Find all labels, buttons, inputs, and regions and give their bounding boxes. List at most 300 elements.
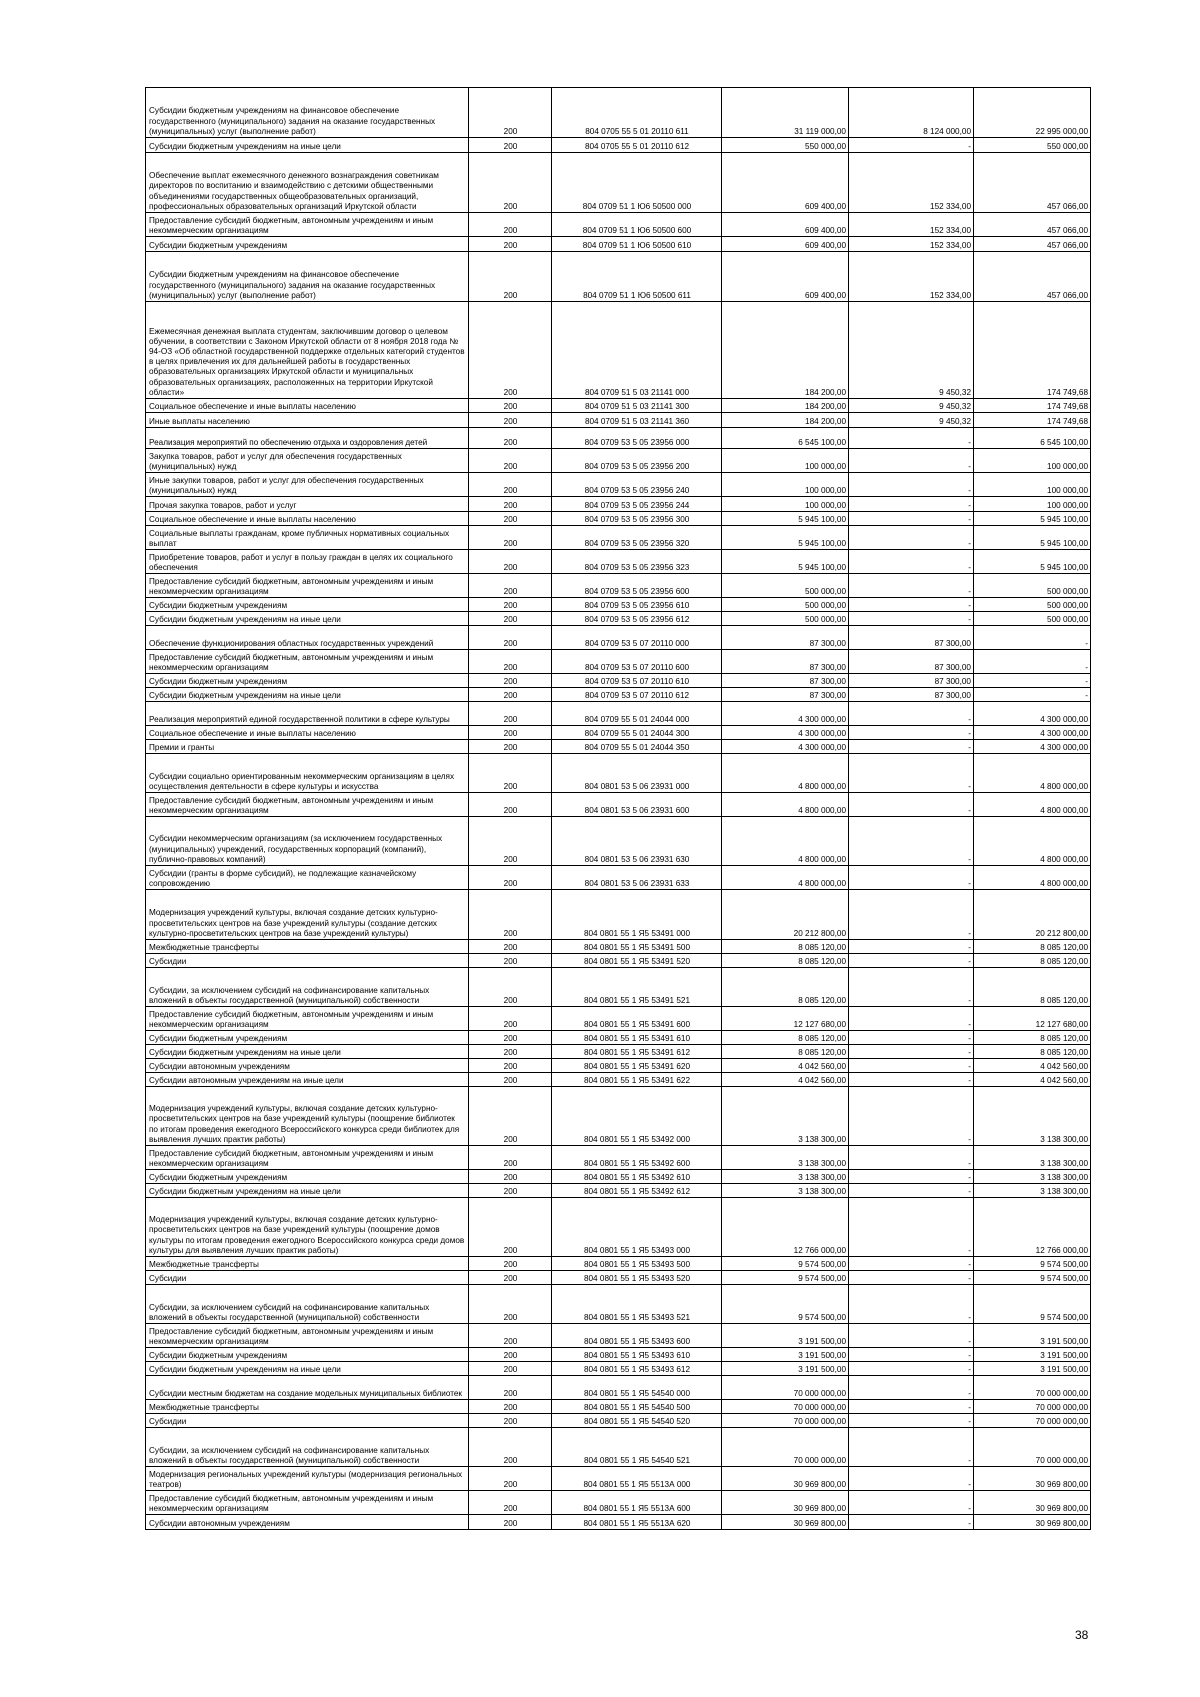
row-amount-change: - <box>849 754 974 793</box>
row-amount-change: 152 334,00 <box>849 153 974 213</box>
row-amount-total: 4 800 000,00 <box>722 817 849 866</box>
row-amount-change: 9 450,32 <box>849 302 974 399</box>
row-code: 200 <box>469 1087 552 1146</box>
row-amount-total: 500 000,00 <box>722 598 849 612</box>
row-name: Иные закупки товаров, работ и услуг для обеспечения государственных (муниципальных) нужд <box>146 473 469 497</box>
row-amount-change: - <box>849 1285 974 1324</box>
table-row <box>146 1414 1091 1428</box>
row-code: 200 <box>469 1491 552 1515</box>
row-amount-change: - <box>849 1348 974 1362</box>
table-row <box>146 954 1091 968</box>
row-amount-result: 3 191 500,00 <box>974 1348 1091 1362</box>
table-row <box>146 866 1091 890</box>
table-row <box>146 512 1091 526</box>
row-code: 200 <box>469 449 552 473</box>
row-name: Субсидии бюджетным учреждениям на иные цели <box>146 138 469 153</box>
row-amount-result: 30 969 800,00 <box>974 1515 1091 1530</box>
row-amount-total: 4 800 000,00 <box>722 793 849 817</box>
table-row <box>146 1348 1091 1362</box>
row-code: 200 <box>469 598 552 612</box>
row-amount-change: - <box>849 1376 974 1400</box>
row-amount-total: 30 969 800,00 <box>722 1467 849 1491</box>
row-amount-result: 4 800 000,00 <box>974 866 1091 890</box>
table-row <box>146 399 1091 413</box>
row-amount-change: 8 124 000,00 <box>849 88 974 138</box>
row-name: Социальное обеспечение и иные выплаты населению <box>146 726 469 740</box>
row-classification-code: 804 0801 55 1 Я5 53493 600 <box>552 1324 722 1348</box>
row-amount-result: 174 749,68 <box>974 302 1091 399</box>
row-classification-code: 804 0801 53 5 06 23931 000 <box>552 754 722 793</box>
row-amount-total: 30 969 800,00 <box>722 1491 849 1515</box>
row-code: 200 <box>469 428 552 449</box>
row-amount-result: 8 085 120,00 <box>974 1031 1091 1045</box>
row-classification-code: 804 0801 55 1 Я5 54540 500 <box>552 1400 722 1414</box>
row-classification-code: 804 0709 53 5 05 23956 200 <box>552 449 722 473</box>
row-name: Предоставление субсидий бюджетным, автономным учреждениям и иным некоммерческим организациям <box>146 650 469 674</box>
row-name: Приобретение товаров, работ и услуг в пользу граждан в целях их социального обеспечения <box>146 550 469 574</box>
row-amount-change: - <box>849 954 974 968</box>
row-amount-change: 87 300,00 <box>849 688 974 702</box>
row-amount-result: 8 085 120,00 <box>974 1045 1091 1059</box>
row-amount-total: 184 200,00 <box>722 399 849 413</box>
row-classification-code: 804 0705 55 5 01 20110 612 <box>552 138 722 153</box>
row-code: 200 <box>469 1170 552 1184</box>
row-amount-change: - <box>849 1414 974 1428</box>
row-name: Межбюджетные трансферты <box>146 1400 469 1414</box>
row-amount-result: 8 085 120,00 <box>974 954 1091 968</box>
row-classification-code: 804 0801 55 1 Я5 53491 520 <box>552 954 722 968</box>
row-code: 200 <box>469 1271 552 1285</box>
table-row <box>146 413 1091 428</box>
row-amount-change: - <box>849 598 974 612</box>
row-name: Межбюджетные трансферты <box>146 940 469 954</box>
row-amount-change: - <box>849 1170 974 1184</box>
row-amount-change: - <box>849 612 974 626</box>
row-amount-result: 500 000,00 <box>974 598 1091 612</box>
row-code: 200 <box>469 1515 552 1530</box>
row-amount-result: 5 945 100,00 <box>974 550 1091 574</box>
row-amount-result: 4 300 000,00 <box>974 702 1091 726</box>
row-name: Субсидии, за исключением субсидий на софинансирование капитальных вложений в объекты государственной (муниципальной) собственности <box>146 1428 469 1467</box>
row-amount-result: 100 000,00 <box>974 473 1091 497</box>
row-code: 200 <box>469 1059 552 1073</box>
row-code: 200 <box>469 512 552 526</box>
row-name: Субсидии (гранты в форме субсидий), не подлежащие казначейскому сопровождению <box>146 866 469 890</box>
row-name: Субсидии <box>146 1414 469 1428</box>
row-amount-total: 4 800 000,00 <box>722 866 849 890</box>
row-amount-change: - <box>849 1184 974 1198</box>
row-amount-result: 457 066,00 <box>974 237 1091 252</box>
row-name: Субсидии бюджетным учреждениям на финансовое обеспечение государственного (муниципального) задания на оказание государственных (муниципальных) услуг (выполнение работ) <box>146 252 469 302</box>
row-amount-total: 70 000 000,00 <box>722 1400 849 1414</box>
row-name: Субсидии бюджетным учреждениям <box>146 598 469 612</box>
row-name: Субсидии бюджетным учреждениям <box>146 1031 469 1045</box>
row-code: 200 <box>469 650 552 674</box>
table-row <box>146 473 1091 497</box>
row-amount-change: - <box>849 449 974 473</box>
row-amount-change: 87 300,00 <box>849 650 974 674</box>
row-amount-total: 100 000,00 <box>722 473 849 497</box>
row-code: 200 <box>469 702 552 726</box>
table-row <box>146 1170 1091 1184</box>
row-amount-change: - <box>849 512 974 526</box>
table-row <box>146 1324 1091 1348</box>
row-amount-change: - <box>849 866 974 890</box>
row-amount-change: - <box>849 1362 974 1376</box>
row-amount-change: 152 334,00 <box>849 237 974 252</box>
row-code: 200 <box>469 153 552 213</box>
row-code: 200 <box>469 526 552 550</box>
row-name: Субсидии бюджетным учреждениям <box>146 237 469 252</box>
row-amount-result: 8 085 120,00 <box>974 940 1091 954</box>
row-code: 200 <box>469 1467 552 1491</box>
row-amount-total: 609 400,00 <box>722 153 849 213</box>
row-amount-change: - <box>849 1271 974 1285</box>
row-classification-code: 804 0801 53 5 06 23931 600 <box>552 793 722 817</box>
row-amount-total: 9 574 500,00 <box>722 1257 849 1271</box>
row-amount-result: 20 212 800,00 <box>974 890 1091 940</box>
row-classification-code: 804 0709 55 5 01 24044 000 <box>552 702 722 726</box>
table-row <box>146 1031 1091 1045</box>
row-amount-result: 174 749,68 <box>974 399 1091 413</box>
row-amount-change: 152 334,00 <box>849 252 974 302</box>
table-row <box>146 674 1091 688</box>
row-amount-change: 9 450,32 <box>849 413 974 428</box>
row-classification-code: 804 0801 55 1 Я5 5513А 620 <box>552 1515 722 1530</box>
table-row <box>146 526 1091 550</box>
row-amount-change: - <box>849 473 974 497</box>
table-row <box>146 1400 1091 1414</box>
row-classification-code: 804 0801 55 1 Я5 5513А 000 <box>552 1467 722 1491</box>
row-name: Реализация мероприятий по обеспечению отдыха и оздоровления детей <box>146 428 469 449</box>
row-amount-change: - <box>849 1515 974 1530</box>
row-amount-change: - <box>849 1257 974 1271</box>
row-amount-result: 4 042 560,00 <box>974 1059 1091 1073</box>
row-name: Субсидии бюджетным учреждениям на иные цели <box>146 1045 469 1059</box>
row-code: 200 <box>469 1073 552 1087</box>
row-name: Субсидии, за исключением субсидий на софинансирование капитальных вложений в объекты государственной (муниципальной) собственности <box>146 1285 469 1324</box>
row-amount-result: 457 066,00 <box>974 153 1091 213</box>
table-row <box>146 1428 1091 1467</box>
row-amount-change: - <box>849 1146 974 1170</box>
row-code: 200 <box>469 399 552 413</box>
row-classification-code: 804 0709 53 5 05 23956 240 <box>552 473 722 497</box>
row-amount-total: 87 300,00 <box>722 688 849 702</box>
row-amount-change: - <box>849 940 974 954</box>
row-code: 200 <box>469 793 552 817</box>
table-row <box>146 1515 1091 1530</box>
row-name: Субсидии местным бюджетам на создание модельных муниципальных библиотек <box>146 1376 469 1400</box>
row-amount-total: 8 085 120,00 <box>722 1045 849 1059</box>
row-amount-result: 22 995 000,00 <box>974 88 1091 138</box>
row-code: 200 <box>469 237 552 252</box>
row-classification-code: 804 0709 55 5 01 24044 350 <box>552 740 722 754</box>
row-amount-total: 184 200,00 <box>722 413 849 428</box>
row-amount-total: 609 400,00 <box>722 252 849 302</box>
row-amount-change: - <box>849 1073 974 1087</box>
row-amount-change: - <box>849 793 974 817</box>
table-row <box>146 1257 1091 1271</box>
row-amount-total: 3 191 500,00 <box>722 1348 849 1362</box>
row-amount-total: 87 300,00 <box>722 674 849 688</box>
row-amount-total: 12 766 000,00 <box>722 1198 849 1257</box>
row-amount-result: 4 800 000,00 <box>974 793 1091 817</box>
row-classification-code: 804 0709 53 5 05 23956 244 <box>552 497 722 512</box>
row-amount-change: 87 300,00 <box>849 626 974 650</box>
row-name: Социальное обеспечение и иные выплаты населению <box>146 399 469 413</box>
row-amount-total: 500 000,00 <box>722 574 849 598</box>
row-code: 200 <box>469 1324 552 1348</box>
row-name: Субсидии бюджетным учреждениям на иные цели <box>146 1362 469 1376</box>
row-name: Субсидии автономным учреждениям на иные цели <box>146 1073 469 1087</box>
row-classification-code: 804 0801 55 1 Я5 53492 612 <box>552 1184 722 1198</box>
row-classification-code: 804 0709 53 5 05 23956 323 <box>552 550 722 574</box>
table-row <box>146 1376 1091 1400</box>
table-row <box>146 1285 1091 1324</box>
row-name: Предоставление субсидий бюджетным, автономным учреждениям и иным некоммерческим организациям <box>146 1146 469 1170</box>
row-classification-code: 804 0709 53 5 07 20110 610 <box>552 674 722 688</box>
row-name: Межбюджетные трансферты <box>146 1257 469 1271</box>
row-amount-total: 30 969 800,00 <box>722 1515 849 1530</box>
row-amount-total: 5 945 100,00 <box>722 512 849 526</box>
row-classification-code: 804 0709 53 5 05 23956 300 <box>552 512 722 526</box>
row-code: 200 <box>469 740 552 754</box>
row-code: 200 <box>469 413 552 428</box>
table-row <box>146 252 1091 302</box>
row-classification-code: 804 0709 53 5 05 23956 612 <box>552 612 722 626</box>
row-amount-total: 3 191 500,00 <box>722 1324 849 1348</box>
row-amount-total: 12 127 680,00 <box>722 1007 849 1031</box>
row-amount-change: - <box>849 1087 974 1146</box>
row-name: Субсидии бюджетным учреждениям на иные цели <box>146 612 469 626</box>
row-classification-code: 804 0801 55 1 Я5 53493 500 <box>552 1257 722 1271</box>
row-classification-code: 804 0709 51 1 Ю6 50500 000 <box>552 153 722 213</box>
row-name: Обеспечение выплат ежемесячного денежного вознаграждения советникам директоров по воспитанию и взаимодействию с детскими общественными объединениями государственных общеобразовательных организаций, профессиональных образовательных организаций Иркутской области <box>146 153 469 213</box>
row-amount-result: 30 969 800,00 <box>974 1467 1091 1491</box>
row-amount-result: 100 000,00 <box>974 449 1091 473</box>
row-amount-change: - <box>849 574 974 598</box>
row-code: 200 <box>469 1146 552 1170</box>
row-classification-code: 804 0801 55 1 Я5 53491 521 <box>552 968 722 1007</box>
row-name: Субсидии <box>146 1271 469 1285</box>
row-amount-total: 70 000 000,00 <box>722 1376 849 1400</box>
row-amount-total: 70 000 000,00 <box>722 1428 849 1467</box>
row-name: Модернизация региональных учреждений культуры (модернизация региональных театров) <box>146 1467 469 1491</box>
row-amount-total: 9 574 500,00 <box>722 1271 849 1285</box>
row-code: 200 <box>469 1414 552 1428</box>
row-name: Иные выплаты населению <box>146 413 469 428</box>
row-amount-result: 4 300 000,00 <box>974 740 1091 754</box>
row-classification-code: 804 0801 53 5 06 23931 630 <box>552 817 722 866</box>
row-classification-code: 804 0709 51 1 Ю6 50500 600 <box>552 213 722 237</box>
table-row <box>146 1007 1091 1031</box>
row-name: Модернизация учреждений культуры, включая создание детских культурно-просветительских центров на базе учреждений культуры (создание детских культурно-просветительских центров на базе учреждений культуры) <box>146 890 469 940</box>
row-amount-total: 3 138 300,00 <box>722 1146 849 1170</box>
row-amount-total: 500 000,00 <box>722 612 849 626</box>
table-row <box>146 1467 1091 1491</box>
row-code: 200 <box>469 473 552 497</box>
row-amount-total: 4 300 000,00 <box>722 740 849 754</box>
row-name: Премии и гранты <box>146 740 469 754</box>
row-classification-code: 804 0709 53 5 05 23956 600 <box>552 574 722 598</box>
row-amount-result: 70 000 000,00 <box>974 1428 1091 1467</box>
row-classification-code: 804 0801 55 1 Я5 53492 000 <box>552 1087 722 1146</box>
table-row <box>146 213 1091 237</box>
table-row <box>146 890 1091 940</box>
row-code: 200 <box>469 968 552 1007</box>
row-code: 200 <box>469 1285 552 1324</box>
row-amount-total: 100 000,00 <box>722 449 849 473</box>
row-amount-result: - <box>974 650 1091 674</box>
row-amount-change: - <box>849 968 974 1007</box>
table-row <box>146 237 1091 252</box>
row-amount-result: 5 945 100,00 <box>974 512 1091 526</box>
row-classification-code: 804 0709 53 5 05 23956 320 <box>552 526 722 550</box>
row-amount-total: 20 212 800,00 <box>722 890 849 940</box>
row-classification-code: 804 0709 51 5 03 21141 000 <box>552 302 722 399</box>
table-row <box>146 940 1091 954</box>
row-code: 200 <box>469 1007 552 1031</box>
row-code: 200 <box>469 1184 552 1198</box>
row-amount-result: 457 066,00 <box>974 213 1091 237</box>
table-row <box>146 428 1091 449</box>
table-row <box>146 1146 1091 1170</box>
row-classification-code: 804 0801 55 1 Я5 53491 622 <box>552 1073 722 1087</box>
row-amount-result: 9 574 500,00 <box>974 1285 1091 1324</box>
row-name: Ежемесячная денежная выплата студентам, заключившим договор о целевом обучении, в соответствии с Законом Иркутской области от 8 ноября 2018 года № 94-ОЗ «Об областной государственной поддержке отдельных категорий студентов в целях привлечения их для дальнейшей работы в государственных образовательных организациях Иркутской области и муниципальных образовательных организациях, расположенных на территории Иркутской области» <box>146 302 469 399</box>
row-classification-code: 804 0801 55 1 Я5 53491 600 <box>552 1007 722 1031</box>
row-classification-code: 804 0709 53 5 07 20110 612 <box>552 688 722 702</box>
row-amount-total: 4 042 560,00 <box>722 1059 849 1073</box>
row-amount-change: - <box>849 497 974 512</box>
row-code: 200 <box>469 754 552 793</box>
row-amount-result: 9 574 500,00 <box>974 1271 1091 1285</box>
row-amount-change: 152 334,00 <box>849 213 974 237</box>
row-name: Субсидии социально ориентированным некоммерческим организациям в целях осуществления деятельности в сфере культуры и искусства <box>146 754 469 793</box>
row-code: 200 <box>469 612 552 626</box>
row-amount-result: 8 085 120,00 <box>974 968 1091 1007</box>
table-row <box>146 302 1091 399</box>
row-amount-result: 70 000 000,00 <box>974 1414 1091 1428</box>
table-row <box>146 650 1091 674</box>
row-name: Предоставление субсидий бюджетным, автономным учреждениям и иным некоммерческим организациям <box>146 793 469 817</box>
row-amount-total: 3 191 500,00 <box>722 1362 849 1376</box>
table-row <box>146 626 1091 650</box>
row-code: 200 <box>469 1362 552 1376</box>
row-name: Субсидии бюджетным учреждениям на иные цели <box>146 688 469 702</box>
row-amount-result: 5 945 100,00 <box>974 526 1091 550</box>
row-amount-total: 4 800 000,00 <box>722 754 849 793</box>
row-name: Реализация мероприятий единой государственной политики в сфере культуры <box>146 702 469 726</box>
row-classification-code: 804 0801 55 1 Я5 53491 612 <box>552 1045 722 1059</box>
row-amount-change: 9 450,32 <box>849 399 974 413</box>
row-code: 200 <box>469 866 552 890</box>
row-amount-result: 70 000 000,00 <box>974 1376 1091 1400</box>
row-amount-result: - <box>974 626 1091 650</box>
row-code: 200 <box>469 1198 552 1257</box>
table-row <box>146 1271 1091 1285</box>
table-row <box>146 1045 1091 1059</box>
row-name: Субсидии бюджетным учреждениям на иные цели <box>146 1184 469 1198</box>
row-amount-change: - <box>849 1045 974 1059</box>
table-row <box>146 754 1091 793</box>
table-row <box>146 702 1091 726</box>
row-amount-change: - <box>849 740 974 754</box>
row-amount-result: 3 138 300,00 <box>974 1087 1091 1146</box>
row-amount-change: 87 300,00 <box>849 674 974 688</box>
row-amount-change: - <box>849 428 974 449</box>
table-row <box>146 449 1091 473</box>
row-name: Субсидии бюджетным учреждениям на финансовое обеспечение государственного (муниципального) задания на оказание государственных (муниципальных) услуг (выполнение работ) <box>146 88 469 138</box>
row-amount-result: 174 749,68 <box>974 413 1091 428</box>
row-amount-result: - <box>974 674 1091 688</box>
row-name: Субсидии бюджетным учреждениям <box>146 674 469 688</box>
row-amount-total: 550 000,00 <box>722 138 849 153</box>
row-code: 200 <box>469 252 552 302</box>
row-amount-result: 4 800 000,00 <box>974 754 1091 793</box>
row-classification-code: 804 0801 55 1 Я5 5513А 600 <box>552 1491 722 1515</box>
row-amount-change: - <box>849 702 974 726</box>
row-name: Предоставление субсидий бюджетным, автономным учреждениям и иным некоммерческим организациям <box>146 1324 469 1348</box>
row-amount-total: 6 545 100,00 <box>722 428 849 449</box>
row-amount-total: 8 085 120,00 <box>722 954 849 968</box>
table-row <box>146 550 1091 574</box>
row-amount-total: 4 300 000,00 <box>722 726 849 740</box>
row-classification-code: 804 0709 51 5 03 21141 300 <box>552 399 722 413</box>
row-classification-code: 804 0801 55 1 Я5 53491 000 <box>552 890 722 940</box>
table-row <box>146 817 1091 866</box>
row-amount-result: 30 969 800,00 <box>974 1491 1091 1515</box>
row-amount-change: - <box>849 1007 974 1031</box>
row-classification-code: 804 0801 55 1 Я5 53492 610 <box>552 1170 722 1184</box>
row-amount-change: - <box>849 1324 974 1348</box>
row-code: 200 <box>469 940 552 954</box>
row-amount-change: - <box>849 1400 974 1414</box>
row-amount-total: 70 000 000,00 <box>722 1414 849 1428</box>
row-code: 200 <box>469 1257 552 1271</box>
row-amount-total: 4 300 000,00 <box>722 702 849 726</box>
row-amount-total: 4 042 560,00 <box>722 1073 849 1087</box>
row-classification-code: 804 0709 55 5 01 24044 300 <box>552 726 722 740</box>
row-classification-code: 804 0801 55 1 Я5 53491 610 <box>552 1031 722 1045</box>
row-name: Субсидии <box>146 954 469 968</box>
row-classification-code: 804 0709 51 5 03 21141 360 <box>552 413 722 428</box>
row-classification-code: 804 0709 53 5 05 23956 000 <box>552 428 722 449</box>
row-code: 200 <box>469 890 552 940</box>
row-classification-code: 804 0801 55 1 Я5 53493 000 <box>552 1198 722 1257</box>
table-row <box>146 1198 1091 1257</box>
row-amount-change: - <box>849 1467 974 1491</box>
row-amount-change: - <box>849 1198 974 1257</box>
row-amount-result: 70 000 000,00 <box>974 1400 1091 1414</box>
row-amount-change: - <box>849 138 974 153</box>
row-amount-result: - <box>974 688 1091 702</box>
table-body <box>146 88 1091 1530</box>
row-classification-code: 804 0801 55 1 Я5 53491 500 <box>552 940 722 954</box>
table-row <box>146 968 1091 1007</box>
row-amount-result: 3 138 300,00 <box>974 1184 1091 1198</box>
row-code: 200 <box>469 302 552 399</box>
table-row <box>146 612 1091 626</box>
row-amount-change: - <box>849 1491 974 1515</box>
table-row <box>146 153 1091 213</box>
row-amount-total: 3 138 300,00 <box>722 1184 849 1198</box>
row-amount-total: 31 119 000,00 <box>722 88 849 138</box>
row-classification-code: 804 0801 55 1 Я5 54540 521 <box>552 1428 722 1467</box>
row-amount-change: - <box>849 550 974 574</box>
row-amount-result: 12 766 000,00 <box>974 1198 1091 1257</box>
row-amount-change: - <box>849 1428 974 1467</box>
